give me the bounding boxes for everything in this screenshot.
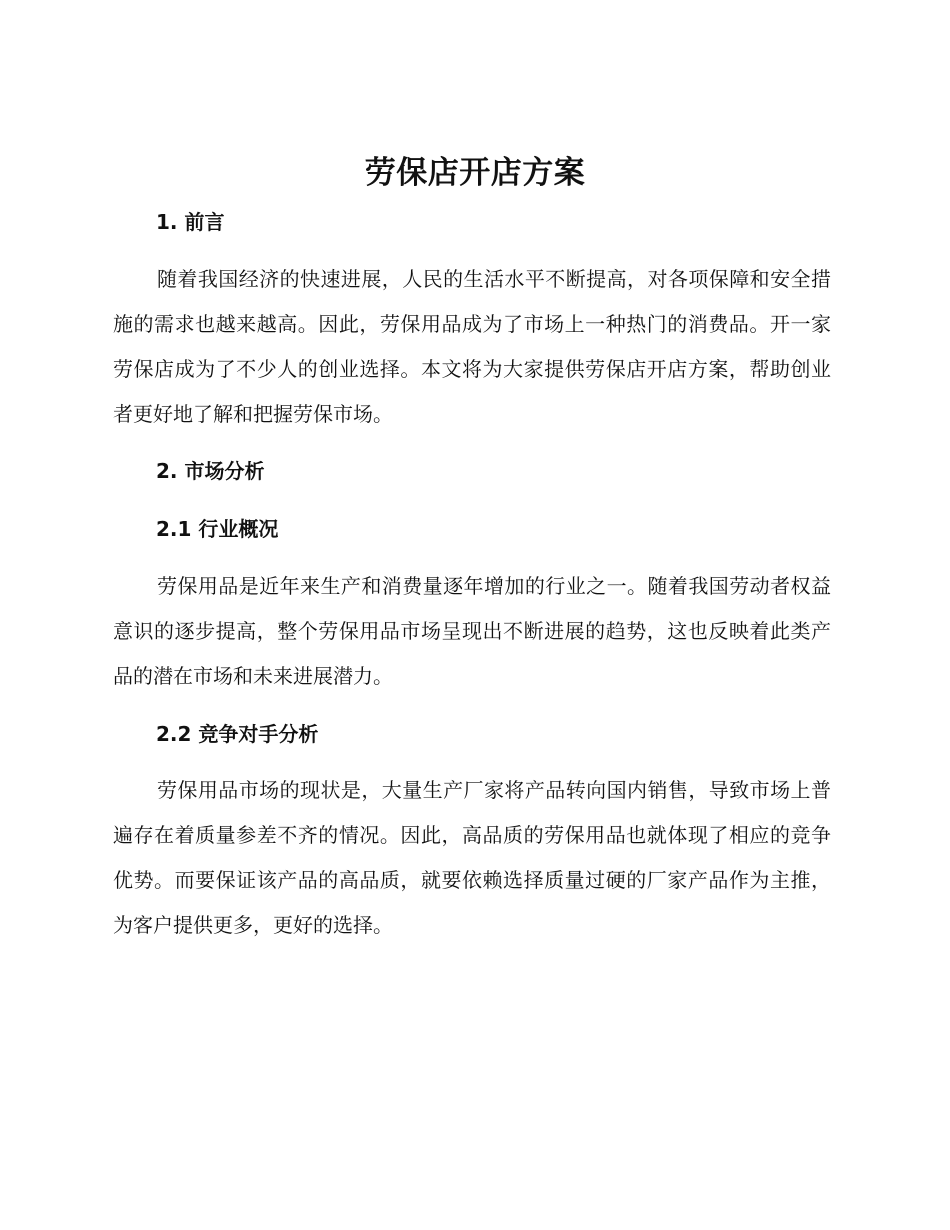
section-heading-preface: 1. 前言 [156, 210, 225, 234]
document-title: 劳保店开店方案 [364, 155, 586, 191]
section-paragraph-industry-overview: 劳保用品是近年来生产和消费量逐年增加的行业之一。随着我国劳动者权益意识的逐步提高，整个劳保用品市场呈现出不断进展的趋势，这也反映着此类产品的潜在市场和未来进展潜力。 [113, 574, 831, 688]
section-heading-industry-overview: 2.1 行业概况 [156, 517, 279, 541]
section-heading-market-analysis: 2. 市场分析 [156, 459, 265, 483]
section-heading-competitor-analysis: 2.2 竞争对手分析 [156, 722, 319, 746]
section-paragraph-preface: 随着我国经济的快速进展，人民的生活水平不断提高，对各项保障和安全措施的需求也越来越高。因此，劳保用品成为了市场上一种热门的消费品。开一家劳保店成为了不少人的创业选择。本文将为大家提供劳保店开店方案，帮助创业者更好地了解和把握劳保市场。 [113, 267, 831, 426]
section-paragraph-competitor-analysis: 劳保用品市场的现状是，大量生产厂家将产品转向国内销售，导致市场上普遍存在着质量参差不齐的情况。因此，高品质的劳保用品也就体现了相应的竞争优势。而要保证该产品的高品质，就要依赖选择质量过硬的厂家产品作为主推，为客户提供更多，更好的选择。 [113, 778, 831, 937]
